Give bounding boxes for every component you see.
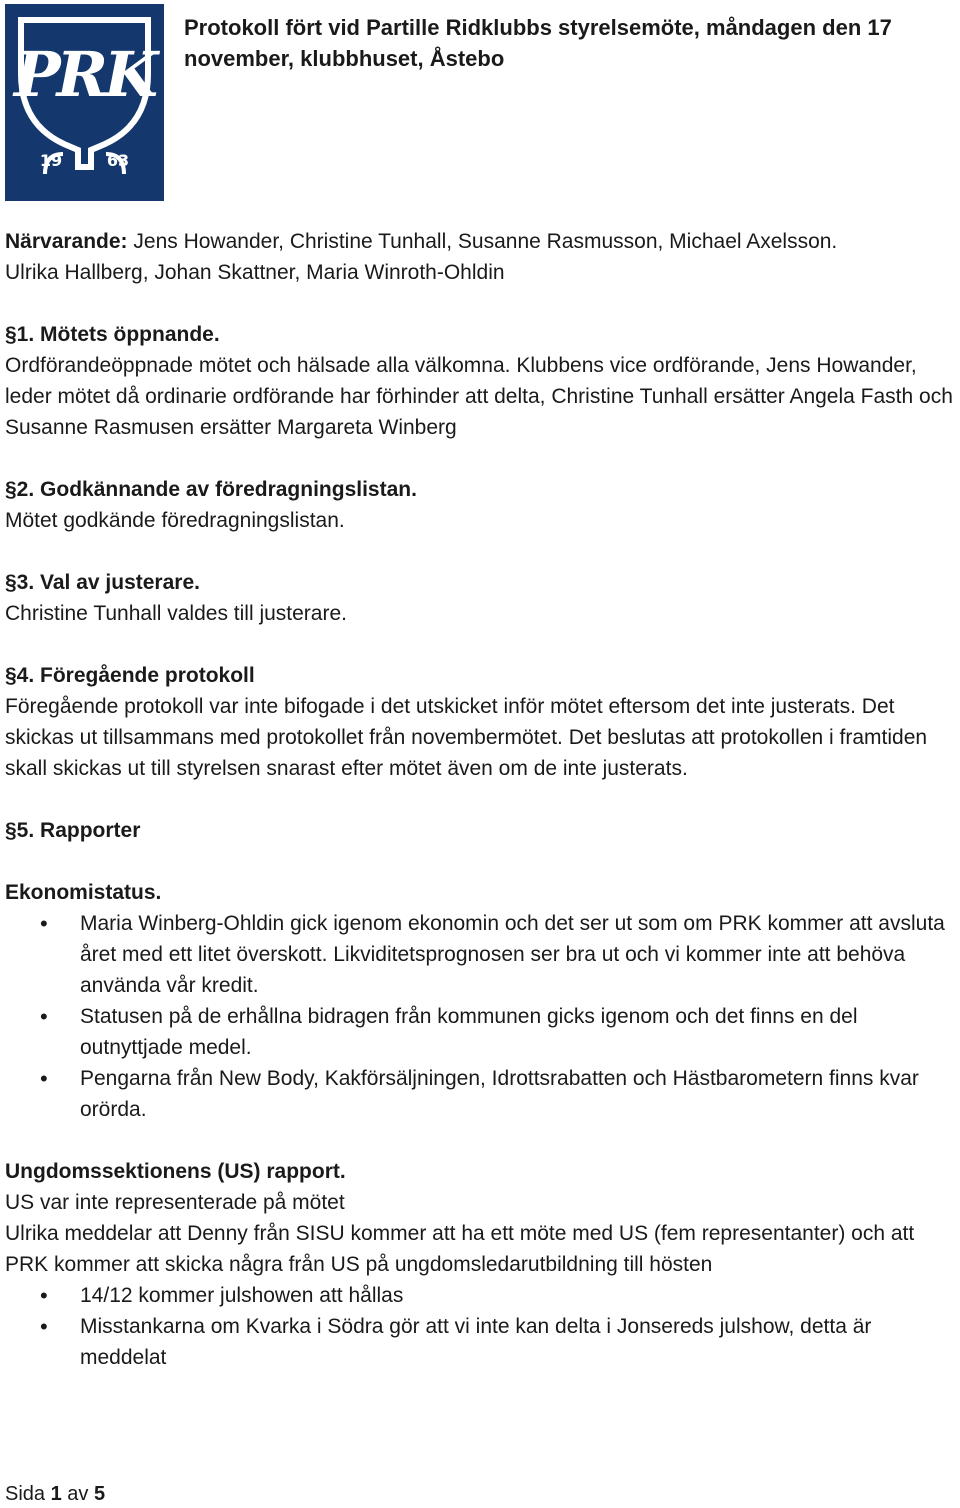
youth-text-2: Ulrika meddelar att Denny från SISU kommer att ha ett möte med US (fem representanter) och att PRK kommer att skicka några från US på ungdomsledarutbildning till hösten xyxy=(5,1222,915,1276)
section-4-text: Föregående protokoll var inte bifogade i det utskicket inför mötet eftersom det inte justerats. Det skickas ut tillsammans med protokollet från novembermötet. Det beslutas att protokollen i framtiden skall skickas ut till styrelsen snarast efter mötet även om de inte justerats. xyxy=(5,695,928,780)
document-body xyxy=(5,226,960,1373)
youth-list xyxy=(5,1280,960,1373)
attendees-names-1: Jens Howander, Christine Tunhall, Susanne Rasmusson, Michael Axelsson. xyxy=(127,230,838,253)
svg-text:19: 19 xyxy=(39,151,63,170)
list-item: • Misstankarna om Kvarka i Södra gör att vi inte kan delta i Jonsereds julshow, detta är meddelat xyxy=(5,1311,960,1373)
section-3-heading: §3. Val av justerare. xyxy=(5,571,200,594)
list-item: • Pengarna från New Body, Kakförsäljningen, Idrottsrabatten och Hästbarometern finns kvar orörda. xyxy=(5,1063,960,1125)
footer-page-number: 1 xyxy=(50,1483,62,1505)
section-1-text-b: Klubbens vice ordförande, Jens Howander, leder mötet då ordinarie ordförande har förhinder att delta, Christine Tunhall ersätter Angela Fasth och Susanne Rasmusen ersätter Margareta Winberg xyxy=(5,354,953,439)
list-item: • Maria Winberg-Ohldin gick igenom ekonomin och det ser ut som om PRK kommer att avsluta året med ett litet överskott. Likviditetsprognosen ser bra ut och vi kommer inte att behöva använda vår kredit. xyxy=(5,908,960,1001)
section-4-heading: §4. Föregående protokoll xyxy=(5,664,255,687)
page-footer xyxy=(5,1480,105,1508)
section-2-heading: §2. Godkännande av föredragningslistan. xyxy=(5,478,417,501)
list-item: • 14/12 kommer julshowen att hållas xyxy=(5,1280,960,1311)
list-item: • Statusen på de erhållna bidragen från kommunen gicks igenom och det finns en del outnyttjade medel. xyxy=(5,1001,960,1063)
section-1-text-a: Ordförandeöppnade mötet och hälsade alla välkomna. xyxy=(5,354,511,377)
economy-heading: Ekonomistatus. xyxy=(5,881,162,904)
section-1-text xyxy=(5,350,960,443)
document-title: Protokoll fört vid Partille Ridklubbs styrelsemöte, måndagen den 17 november, klubbhuset, Åstebo xyxy=(184,15,892,71)
club-logo xyxy=(5,4,164,201)
attendees-line-1 xyxy=(5,226,960,257)
footer-prefix: Sida xyxy=(5,1483,51,1505)
footer-page-total: 5 xyxy=(93,1483,106,1505)
attendees-label: Närvarande: xyxy=(5,230,128,253)
section-2-text: Mötet godkände föredragningslistan. xyxy=(5,509,345,532)
prk-crest-icon xyxy=(5,4,164,201)
section-1-heading: §1. Mötets öppnande. xyxy=(5,323,220,346)
section-3-text: Christine Tunhall valdes till justerare. xyxy=(5,602,347,625)
svg-text:PRK: PRK xyxy=(13,38,155,111)
footer-middle: av xyxy=(61,1483,94,1505)
youth-heading: Ungdomssektionens (US) rapport. xyxy=(5,1160,346,1183)
economy-list xyxy=(5,908,960,1125)
youth-text-1: US var inte representerade på mötet xyxy=(5,1191,345,1214)
svg-text:63: 63 xyxy=(106,151,130,170)
attendees-line-2: Ulrika Hallberg, Johan Skattner, Maria Winroth-Ohldin xyxy=(5,261,505,284)
section-5-heading: §5. Rapporter xyxy=(5,819,141,842)
